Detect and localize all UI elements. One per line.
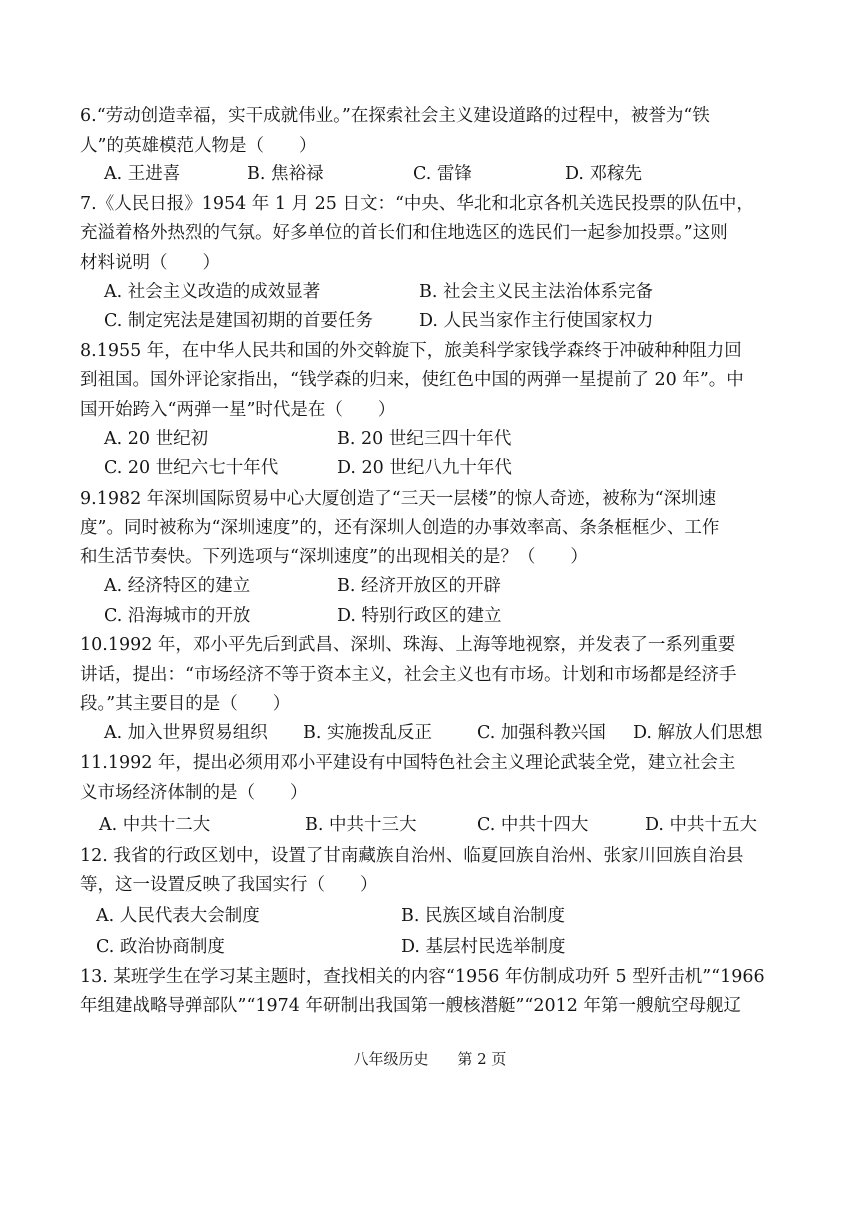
question-10-options: [0, 722, 860, 744]
page-footer: [0, 1049, 860, 1069]
option-b: B. 焦裕禄: [247, 164, 324, 184]
question-10-line-1: 10.1992 年，邓小平先后到武昌、深圳、珠海、上海等地视察，并发表了一系列重要: [80, 635, 736, 655]
question-7-line-3: 材料说明（ ）: [80, 253, 220, 273]
option-b: B. 社会主义民主法治体系完备: [419, 282, 653, 302]
question-13-line-2: 年组建战略导弹部队”“1974 年研制出我国第一艘核潜艇”“2012 年第一艘航空母舰辽: [80, 996, 741, 1016]
question-9-line-1: 9.1982 年深圳国际贸易中心大厦创造了“三天一层楼”的惊人奇迹，被称为“深圳速: [80, 489, 717, 509]
option-b: B. 实施拨乱反正: [303, 723, 432, 743]
option-c: C. 沿海城市的开放: [104, 606, 251, 626]
option-d: D. 解放人们思想: [633, 723, 763, 743]
option-d: D. 特别行政区的建立: [337, 606, 502, 626]
question-8-line-1: 8.1955 年，在中华人民共和国的外交斡旋下，旅美科学家钱学森终于冲破种种阻力回: [80, 341, 742, 361]
question-12-options-row-2: [0, 936, 860, 958]
option-d: D. 基层村民选举制度: [401, 937, 566, 957]
question-8-line-2: 到祖国。国外评论家指出，“钱学森的归来，使红色中国的两弹一星提前了 20 年”。中: [80, 370, 744, 390]
question-12-options-row-1: [0, 905, 860, 927]
footer-subject: 八年级历史: [353, 1050, 429, 1068]
question-7-line-1: 7.《人民日报》1954 年 1 月 25 日文：“中央、华北和北京各机关选民投票的队伍中，: [80, 194, 754, 214]
question-6-line-2: 人”的英雄模范人物是（ ）: [80, 136, 317, 156]
option-b: B. 20 世纪三四十年代: [337, 429, 512, 449]
question-11-options: [0, 814, 860, 836]
option-c: C. 制定宪法是建国初期的首要任务: [104, 311, 373, 331]
question-10-line-3: 段。”其主要目的是（ ）: [80, 694, 291, 714]
option-c: C. 加强科教兴国: [477, 723, 606, 743]
option-a: A. 人民代表大会制度: [96, 906, 260, 926]
option-a: A. 加入世界贸易组织: [104, 723, 268, 743]
option-c: C. 20 世纪六七十年代: [104, 458, 279, 478]
option-a: A. 20 世纪初: [104, 429, 209, 449]
question-13-line-1: 13. 某班学生在学习某主题时，查找相关的内容“1956 年仿制成功歼 5 型歼击机”“1966: [80, 967, 765, 987]
question-6-line-1: 6.“劳动创造幸福，实干成就伟业。”在探索社会主义建设道路的过程中，被誉为“铁: [80, 106, 710, 126]
option-b: B. 中共十三大: [305, 815, 417, 835]
question-9-options-row-1: [0, 575, 860, 597]
question-8-options-row-1: [0, 428, 860, 450]
option-c: C. 中共十四大: [477, 815, 589, 835]
question-9-line-3: 和生活节奏快。下列选项与“深圳速度”的出现相关的是？（ ）: [80, 547, 588, 567]
option-b: B. 民族区域自治制度: [401, 906, 565, 926]
question-11-line-1: 11.1992 年，提出必须用邓小平建设有中国特色社会主义理论武装全党，建立社会主: [80, 753, 736, 773]
question-9-line-2: 度”。同时被称为“深圳速度”的，还有深圳人创造的办事效率高、条条框框少、工作: [80, 518, 720, 538]
question-8-options-row-2: [0, 457, 860, 479]
option-c: C. 雷锋: [413, 164, 472, 184]
option-a: A. 经济特区的建立: [104, 576, 251, 596]
question-12-line-1: 12. 我省的行政区划中，设置了甘南藏族自治州、临夏回族自治州、张家川回族自治县: [80, 846, 744, 866]
question-7-line-2: 充溢着格外热烈的气氛。好多单位的首长们和住地选区的选民们一起参加投票。”这则: [80, 223, 728, 243]
option-d: D. 人民当家作主行使国家权力: [419, 311, 654, 331]
question-11-line-2: 义市场经济体制的是（ ）: [80, 783, 308, 803]
footer-page-number: 第 2 页: [457, 1050, 507, 1068]
option-d: D. 邓稼先: [565, 164, 643, 184]
option-d: D. 中共十五大: [645, 815, 758, 835]
question-7-options-row-1: [0, 281, 860, 303]
question-10-line-2: 讲话，提出：“市场经济不等于资本主义，社会主义也有市场。计划和市场都是经济手: [80, 665, 737, 685]
option-a: A. 中共十二大: [99, 815, 211, 835]
question-12-line-2: 等，这一设置反映了我国实行（ ）: [80, 875, 378, 895]
option-c: C. 政治协商制度: [96, 937, 225, 957]
question-7-options-row-2: [0, 310, 860, 332]
question-6-options: [0, 163, 860, 185]
question-9-options-row-2: [0, 605, 860, 627]
question-8-line-3: 国开始跨入“两弹一星”时代是在（ ）: [80, 400, 396, 420]
option-d: D. 20 世纪八九十年代: [337, 458, 512, 478]
option-a: A. 王进喜: [104, 164, 181, 184]
option-b: B. 经济开放区的开辟: [337, 576, 501, 596]
option-a: A. 社会主义改造的成效显著: [104, 282, 321, 302]
